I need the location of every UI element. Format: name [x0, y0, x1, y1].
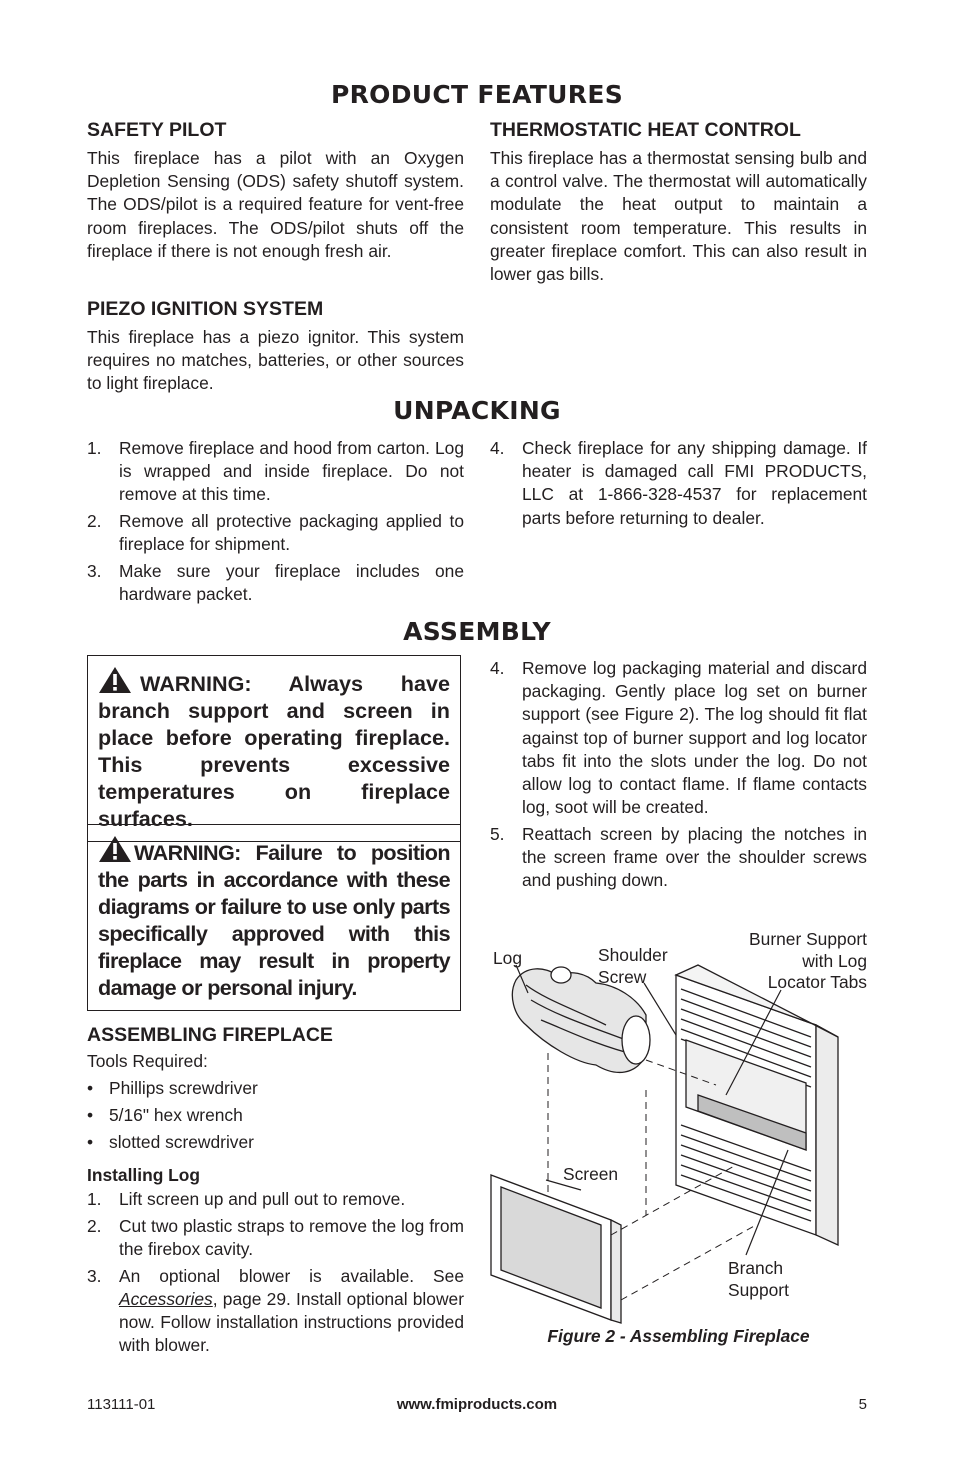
list-item: • Phillips screwdriver	[87, 1075, 464, 1102]
assembly-heading: ASSEMBLY	[403, 617, 551, 646]
label-branch-support: Branch Support	[728, 1258, 789, 1300]
label-burner-support: Burner Support with Log Locator Tabs	[749, 929, 867, 992]
label-screen: Screen	[563, 1164, 619, 1184]
warning-box-branch-support: WARNING: Always have branch support and screen in place before operating fireplace. This prevents excessive temperatures on fireplace surfaces.	[87, 655, 461, 842]
list-item: 4. Remove log packaging material and discard packaging. Gently place log set on burner support (see Figure 2). The log should fit flat against top of burner support and log locator tabs fit into the slots under the log. Do not allow log to contact flame. If flame contacts log, soot will be created.	[490, 658, 867, 818]
fireplace-cabinet-side	[816, 1025, 838, 1245]
list-item: 1. Lift screen up and pull out to remove.	[87, 1189, 406, 1209]
unpacking-heading: UNPACKING	[393, 396, 561, 425]
figure-caption: Figure 2 - Assembling Fireplace	[547, 1326, 810, 1346]
warning-box-parts: WARNING: Failure to position the parts in accordance with these diagrams or failure to use only parts specifically approved with this fireplace may result in property damage or personal injury.	[87, 824, 461, 1011]
list-item: 3. An optional blower is available. See Accessories, page 29. Install optional blower now. Follow installation instructions provided with blower.	[87, 1265, 464, 1356]
screen-drawing	[491, 1175, 621, 1323]
label-log: Log	[493, 948, 523, 968]
list-item: • slotted screwdriver	[87, 1129, 464, 1156]
list-item: 2. Remove all protective packaging applied to fireplace for shipment.	[87, 511, 464, 555]
tools-list	[87, 1075, 464, 1156]
piezo-text: This fireplace has a piezo ignitor. This system requires no matches, batteries, or other sources to light fireplace.	[87, 327, 464, 394]
assembling-fireplace-title: ASSEMBLING FIREPLACE	[87, 1024, 333, 1046]
list-item: 1. Remove fireplace and hood from carton. Log is wrapped and inside fireplace. Do not remove at this time.	[87, 438, 464, 505]
label-shoulder-screw: Shoulder Screw	[598, 945, 668, 987]
list-item: • 5/16" hex wrench	[87, 1102, 464, 1129]
list-item: 5. Reattach screen by placing the notches in the screen frame over the shoulder screws and pushing down.	[490, 824, 867, 891]
thermostatic-text: This fireplace has a thermostat sensing bulb and a control valve. The thermostat will automatically modulate the heat output to maintain a consistent room temperature. This results in greater fireplace comfort. This can also result in lower gas bills.	[490, 148, 867, 285]
document-number: 113111-01	[87, 1396, 156, 1413]
safety-pilot-text: This fireplace has a pilot with an Oxygen Depletion Sensing (ODS) safety shutoff system. The ODS/pilot is a required feature for vent-free room fireplaces. The ODS/pilot shuts off the fireplace if there is not enough fresh air.	[87, 148, 464, 261]
assembly-steps-right	[490, 657, 867, 896]
installing-log-title: Installing Log	[87, 1165, 201, 1185]
list-item: 4. Check fireplace for any shipping damage. If heater is damaged call FMI PRODUCTS, LLC at 1-866-328-4537 for replacement parts before returning to dealer.	[490, 438, 867, 528]
piezo-title: PIEZO IGNITION SYSTEM	[87, 298, 324, 320]
page-number: 5	[858, 1396, 867, 1413]
safety-pilot-title: SAFETY PILOT	[87, 119, 227, 141]
installing-log-steps	[87, 1188, 464, 1361]
thermostatic-title: THERMOSTATIC HEAT CONTROL	[490, 119, 801, 141]
warning-triangle-icon	[98, 835, 132, 863]
unpacking-list-left	[87, 437, 464, 610]
tools-required-label: Tools Required:	[87, 1051, 208, 1071]
unpacking-list-right	[490, 437, 867, 533]
product-features-heading: PRODUCT FEATURES	[330, 80, 624, 109]
warning-triangle-icon	[98, 666, 132, 694]
list-item: 2. Cut two plastic straps to remove the log from the firebox cavity.	[87, 1215, 464, 1259]
website-link[interactable]: www.fmiproducts.com	[396, 1396, 558, 1413]
accessories-link[interactable]: Accessories	[119, 1289, 213, 1309]
list-item: 3. Make sure your fireplace includes one hardware packet.	[87, 561, 464, 605]
